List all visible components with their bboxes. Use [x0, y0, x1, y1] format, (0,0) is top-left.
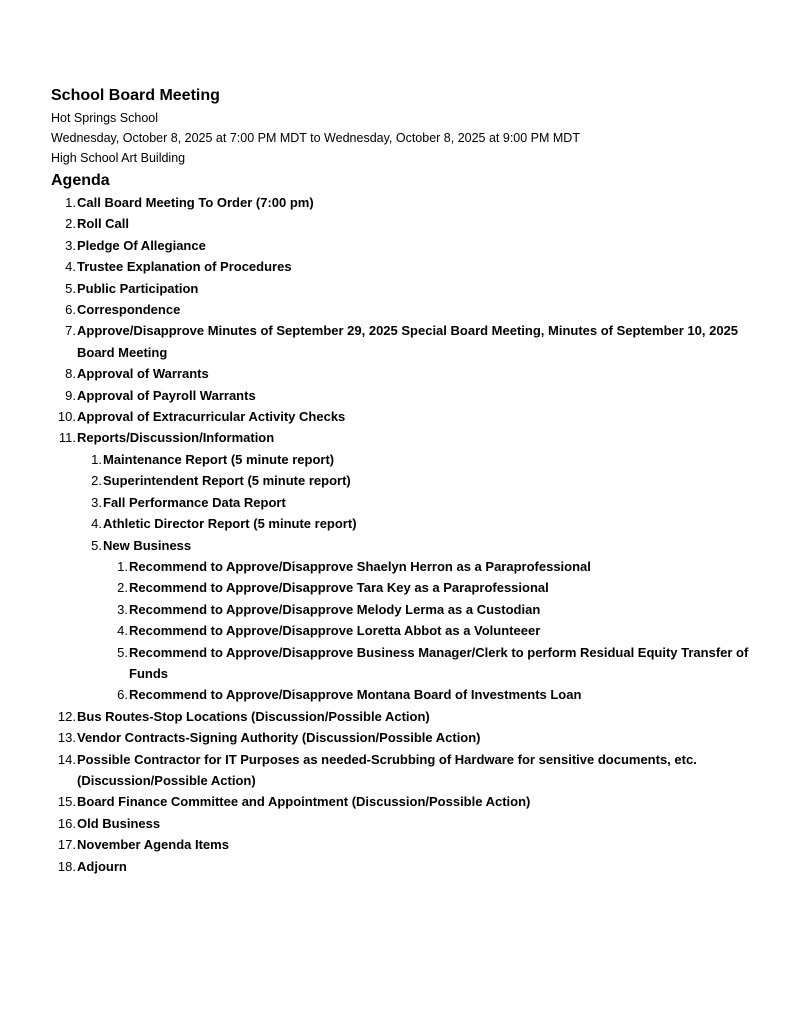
agenda-item-text: Recommend to Approve/Disapprove Shaelyn Herron as a Paraprofessional: [129, 558, 591, 574]
school-name: Hot Springs School: [51, 111, 159, 125]
agenda-item-text: New Business: [103, 537, 192, 553]
agenda-item: [51, 427, 751, 448]
agenda-document: [51, 86, 751, 877]
agenda-item: [51, 556, 751, 577]
agenda-item-text: Approval of Extracurricular Activity Checks: [77, 409, 346, 425]
agenda-item: [51, 706, 751, 727]
agenda-item-text: Correspondence: [77, 302, 181, 318]
agenda-item-text: Approval of Payroll Warrants: [77, 387, 256, 403]
agenda-item-number: 12.: [57, 708, 76, 724]
agenda-item: [51, 492, 751, 513]
agenda-item: [51, 449, 751, 470]
agenda-item: [51, 299, 751, 320]
meeting-title: School Board Meeting: [51, 87, 220, 104]
agenda-item-number: 1.: [117, 558, 128, 574]
agenda-item: [51, 278, 751, 299]
agenda-item-text: Board Finance Committee and Appointment (Discussion/Possible Action): [77, 794, 531, 810]
agenda-item: [51, 470, 751, 491]
agenda-item-text: Public Participation: [77, 280, 199, 296]
agenda-item: [51, 813, 751, 834]
agenda-item: [51, 599, 751, 620]
agenda-item: [51, 642, 751, 685]
agenda-item-text: Reports/Discussion/Information: [77, 430, 275, 446]
agenda-item: [51, 320, 751, 363]
agenda-item-number: 10.: [57, 409, 76, 425]
agenda-item-number: 18.: [57, 858, 76, 874]
agenda-item: [51, 535, 751, 556]
agenda-item: [51, 791, 751, 812]
agenda-item-text: Fall Performance Data Report: [103, 494, 286, 510]
agenda-item: [51, 834, 751, 855]
agenda-item: [51, 385, 751, 406]
agenda-item: [51, 513, 751, 534]
agenda-item: [51, 856, 751, 877]
agenda-item: [51, 684, 751, 705]
agenda-item-number: 1.: [91, 451, 102, 467]
agenda-item-number: 11.: [58, 430, 76, 446]
agenda-item-text: Possible Contractor for IT Purposes as needed-Scrubbing of Hardware for sensitive documents, etc. (Discussion/Possible Action): [77, 751, 697, 788]
agenda-item-text: Recommend to Approve/Disapprove Business Manager/Clerk to perform Residual Equity Transfer of Funds: [129, 644, 749, 681]
agenda-item-number: 5.: [117, 644, 128, 660]
agenda-item-text: November Agenda Items: [77, 837, 229, 853]
agenda-item-number: 17.: [57, 837, 76, 853]
agenda-item: [51, 577, 751, 598]
agenda-item-text: Maintenance Report (5 minute report): [103, 451, 335, 467]
agenda-item-text: Approve/Disapprove Minutes of September 29, 2025 Special Board Meeting, Minutes of September 10, 2025 Board Meeting: [77, 323, 739, 360]
agenda-item-text: Athletic Director Report (5 minute report): [103, 516, 357, 532]
agenda-item: [51, 749, 751, 792]
agenda-item-text: Pledge Of Allegiance: [77, 237, 206, 253]
agenda-item: [51, 235, 751, 256]
agenda-item-number: 2.: [91, 473, 102, 489]
agenda-item-text: Recommend to Approve/Disapprove Loretta Abbot as a Volunteeer: [129, 623, 541, 639]
agenda-item-number: 5.: [65, 280, 76, 296]
agenda-item-text: Bus Routes-Stop Locations (Discussion/Possible Action): [77, 708, 430, 724]
agenda-item-number: 6.: [117, 687, 128, 703]
agenda-item-number: 16.: [57, 815, 76, 831]
agenda-item-text: Recommend to Approve/Disapprove Melody Lerma as a Custodian: [129, 601, 541, 617]
agenda-item-number: 8.: [65, 366, 76, 382]
meeting-location: High School Art Building: [51, 151, 186, 165]
agenda-item-number: 6.: [65, 302, 76, 318]
agenda-item-number: 2.: [117, 580, 128, 596]
agenda-list: [51, 192, 751, 877]
meeting-datetime: Wednesday, October 8, 2025 at 7:00 PM MDT to Wednesday, October 8, 2025 at 9:00 PM MDT: [51, 131, 580, 145]
agenda-item-number: 9.: [65, 387, 76, 403]
agenda-item-text: Adjourn: [77, 858, 127, 874]
agenda-item-number: 14.: [57, 751, 76, 767]
agenda-item-text: Roll Call: [77, 216, 130, 232]
agenda-item-text: Superintendent Report (5 minute report): [103, 473, 351, 489]
agenda-item-number: 4.: [91, 516, 102, 532]
agenda-item-number: 2.: [65, 216, 76, 232]
agenda-item-number: 7.: [65, 323, 76, 339]
agenda-item-number: 1.: [65, 195, 76, 210]
agenda-item-number: 5.: [91, 537, 102, 553]
agenda-item-number: 4.: [65, 259, 76, 275]
agenda-item-text: Recommend to Approve/Disapprove Tara Key as a Paraprofessional: [129, 580, 549, 596]
agenda-item-number: 13.: [57, 730, 76, 746]
agenda-item-text: Old Business: [77, 815, 161, 831]
agenda-item-number: 4.: [117, 623, 128, 639]
agenda-item: [51, 363, 751, 384]
agenda-item-text: Vendor Contracts-Signing Authority (Discussion/Possible Action): [77, 730, 481, 746]
agenda-item: [51, 256, 751, 277]
agenda-item-text: Call Board Meeting To Order (7:00 pm): [77, 195, 314, 210]
agenda-item: [51, 727, 751, 748]
agenda-item-number: 15.: [57, 794, 76, 810]
agenda-item-number: 3.: [65, 237, 76, 253]
agenda-item-number: 3.: [91, 494, 102, 510]
agenda-item-text: Trustee Explanation of Procedures: [77, 259, 292, 275]
agenda-item: [51, 213, 751, 234]
agenda-item-number: 3.: [117, 601, 128, 617]
agenda-item: [51, 192, 751, 213]
agenda-item-text: Recommend to Approve/Disapprove Montana Board of Investments Loan: [129, 687, 582, 703]
agenda-heading: Agenda: [51, 172, 110, 189]
agenda-item-text: Approval of Warrants: [77, 366, 209, 382]
agenda-item: [51, 406, 751, 427]
agenda-item: [51, 620, 751, 641]
